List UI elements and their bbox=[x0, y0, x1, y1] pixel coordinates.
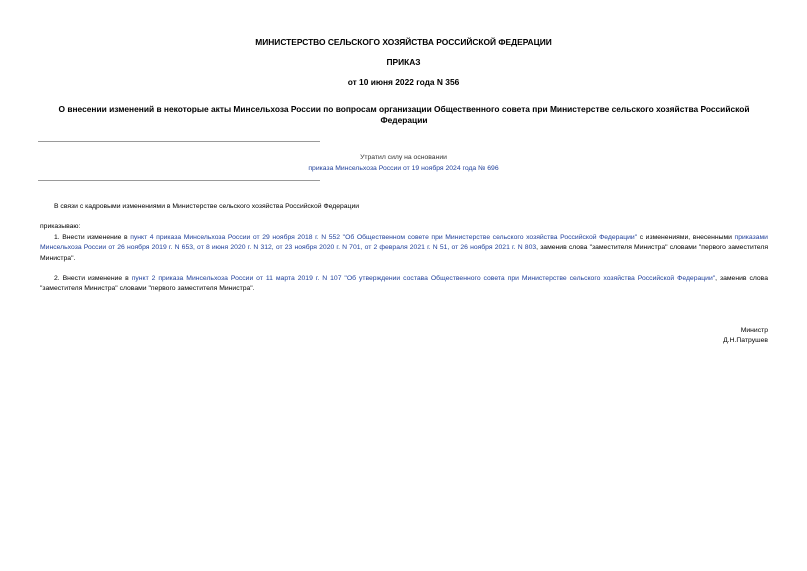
status-note-text: Утратил силу на основании bbox=[360, 154, 447, 161]
divider-top bbox=[38, 141, 320, 142]
order-item-2 bbox=[40, 274, 768, 295]
item-1-text-start: 1. Внести изменение в bbox=[54, 234, 131, 241]
signature-position: Министр bbox=[740, 327, 768, 334]
signature-name: Д.Н.Патрушев bbox=[723, 337, 768, 344]
divider-bottom bbox=[38, 180, 320, 181]
document-date-number: от 10 июня 2022 года N 356 bbox=[347, 77, 460, 87]
item-2-text-start: 2. Внести изменение в bbox=[54, 275, 132, 282]
order-word: приказываю: bbox=[40, 223, 81, 230]
item-2-link-order-107[interactable]: пункт 2 приказа Минсельхоза России от 11 марта 2019 г. N 107 "Об утверждении состава Общественного совета при Министерстве сельского хозяйства Российской Федерации" bbox=[131, 275, 716, 282]
item-1-link-order-552[interactable]: пункт 4 приказа Минсельхоза России от 29 ноября 2018 г. N 552 "Об Общественном совете при Министерстве сельского хозяйства Российской Федерации" bbox=[130, 234, 638, 241]
item-1-text-middle: с изменениями, внесенными bbox=[637, 234, 735, 241]
document-type: ПРИКАЗ bbox=[386, 57, 421, 67]
item-1-link-amending-orders[interactable]: приказами Минсельхоза России от 26 ноября 2019 г. N 653, от 8 июня 2020 г. N 312, от 23 ноября 2020 г. N 701, от 2 февраля 2021 г. N 51, от 26 ноября 2021 г. N 803 bbox=[40, 234, 768, 252]
preamble-paragraph: В связи с кадровыми изменениями в Министерстве сельского хозяйства Российской Федерации bbox=[54, 203, 360, 210]
order-item-1 bbox=[40, 233, 768, 264]
document-title: О внесении изменений в некоторые акты Минсельхоза России по вопросам организации Общественного совета при Министерстве сельского хозяйства Российской Федерации bbox=[58, 104, 750, 125]
item-1-text-end: , заменив слова "заместителя Министра" словами "первого заместителя Министра". bbox=[40, 244, 768, 262]
item-2-text-end: , заменив слова "заместителя Министра" словами "первого заместителя Министра". bbox=[40, 275, 768, 293]
status-note-link[interactable]: приказа Минсельхоза России от 19 ноября 2024 года № 696 bbox=[308, 165, 499, 172]
ministry-heading: МИНИСТЕРСТВО СЕЛЬСКОГО ХОЗЯЙСТВА РОССИЙСКОЙ ФЕДЕРАЦИИ bbox=[255, 37, 552, 47]
